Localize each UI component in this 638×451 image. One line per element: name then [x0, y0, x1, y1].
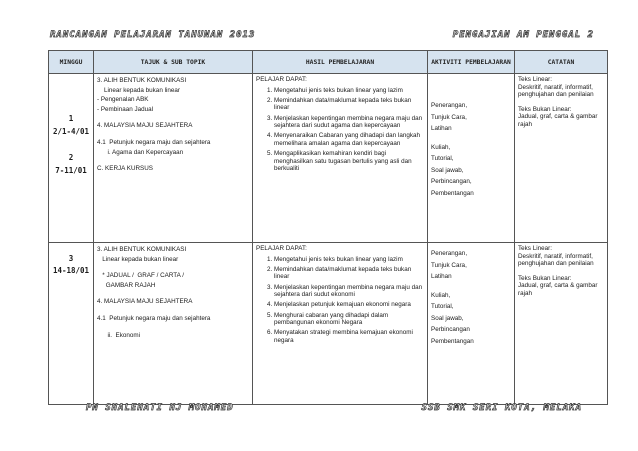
col-aktiviti: AKTIVITI PEMBELAJARAN	[428, 51, 515, 74]
hasil-item: 3. Menjelaskan kepentingan membina negara maju dan sejahtera dari sudut agama dan kepercayaan	[274, 115, 424, 130]
tajuk-line: GAMBAR RAJAH	[97, 281, 156, 289]
hasil-item: 4. Menjelaskan petunjuk kemajuan ekonomi negara	[274, 301, 424, 309]
aktiviti-line: Perbincangan	[431, 326, 470, 333]
minggu-line: 7-11/01	[55, 166, 87, 175]
catatan-line: Jadual, graf, carta & gambar rajah	[518, 113, 598, 128]
tajuk-line	[97, 324, 249, 331]
aktiviti-line: Latihan	[431, 125, 452, 132]
aktiviti-line: Tutorial,	[431, 155, 454, 162]
hasil-item: 5. Menghurai cabaran yang dihadapi dalam pembangunan ekonomi Negara	[274, 312, 424, 327]
minggu-line: 2	[68, 153, 74, 162]
minggu-cell	[49, 74, 94, 243]
aktiviti-line: Tunjuk Cara,	[431, 261, 467, 269]
table-header-row	[49, 51, 608, 74]
hasil-item: 4. Menyenaraikan Cabaran yang dihadapi dan langkah memelihara amalan agama dan kepercayaan	[274, 132, 424, 147]
footer-teacher: PN SHALEHATI HJ MOHAMED	[86, 403, 234, 413]
hasil-item: 2. Memindahkan data/maklumat kepada teks bukan linear	[274, 97, 424, 112]
tajuk-line: 3. ALIH BENTUK KOMUNIKASI	[97, 246, 187, 253]
tajuk-line: Linear kepada bukan linear	[97, 86, 180, 94]
header-title: RANCANGAN PELAJARAN TAHUNAN 2013	[50, 30, 256, 40]
tajuk-line: - Pembinaan Jadual	[97, 105, 154, 113]
tajuk-line: C. KERJA KURSUS	[97, 165, 153, 173]
aktiviti-line: Tutorial,	[431, 303, 454, 310]
aktiviti-line	[431, 283, 511, 290]
hasil-cell	[253, 74, 428, 243]
tajuk-line: ii. Ekonomi	[97, 331, 141, 339]
col-catatan: CATATAN	[515, 51, 608, 74]
tajuk-line: i. Agama dan Kepercayaan	[97, 148, 184, 156]
minggu-cell	[49, 243, 94, 405]
tajuk-line: 3. ALIH BENTUK KOMUNIKASI	[97, 77, 187, 84]
tajuk-line	[97, 114, 249, 121]
catatan-line: Teks Linear:	[518, 76, 552, 83]
tajuk-line: * JADUAL / GRAF / CARTA /	[97, 272, 185, 280]
tajuk-line: - Pengenalan ABK	[97, 96, 149, 104]
catatan-cell	[515, 243, 608, 405]
aktiviti-line: Pembentangan	[431, 189, 474, 197]
hasil-intro: PELAJAR DAPAT:	[256, 245, 307, 252]
aktiviti-line: Kuliah,	[431, 143, 451, 151]
aktiviti-line	[431, 79, 511, 86]
minggu-line	[49, 138, 93, 151]
tajuk-cell	[94, 74, 253, 243]
hasil-item: 1. Mengetahui jenis teks bukan linear yang lazim	[274, 256, 424, 264]
tajuk-cell	[94, 243, 253, 405]
tajuk-line	[97, 157, 249, 164]
catatan-line	[518, 268, 604, 275]
catatan-line: Teks Linear:	[518, 245, 552, 252]
aktiviti-line	[431, 86, 511, 93]
hasil-item: 5. Mengaplikasikan kemahiran kendiri bagi menghasilkan satu tugasan bertulis yang asli dan berkualiti	[274, 150, 424, 173]
col-tajuk: TAJUK & SUB TOPIK	[94, 51, 253, 74]
tajuk-line: 4.1 Petunjuk negara maju dan sejahtera	[97, 314, 211, 322]
table-row	[49, 243, 608, 405]
tajuk-line	[97, 307, 249, 314]
hasil-cell	[253, 243, 428, 405]
hasil-item: 2. Memindahkan data/maklumat kepada teks bukan linear	[274, 266, 424, 281]
tajuk-line	[97, 290, 249, 297]
aktiviti-line: Soal jawab,	[431, 314, 464, 322]
tajuk-line	[97, 264, 249, 271]
catatan-line	[518, 99, 604, 106]
hasil-item: 1. Mengetahui jenis teks bukan linear yang lazim	[274, 87, 424, 95]
tajuk-line: 4.1 Petunjuk negara maju dan sejahtera	[97, 138, 211, 146]
aktiviti-line: Pembentangan	[431, 337, 474, 345]
table-row	[49, 74, 608, 243]
tajuk-line	[97, 131, 249, 138]
col-minggu: MINGGU	[49, 51, 94, 74]
aktiviti-line: Penerangan,	[431, 250, 468, 257]
aktiviti-line: Penerangan,	[431, 102, 468, 109]
catatan-cell	[515, 74, 608, 243]
catatan-line: Deskritif, naratif, informatif, penghujahan dan penilaian	[518, 252, 594, 268]
aktiviti-line: Tunjuk Cara,	[431, 113, 467, 121]
col-hasil: HASIL PEMBELAJARAN	[253, 51, 428, 74]
minggu-line: 2/1-4/01	[52, 127, 90, 136]
tajuk-line: Linear kepada bukan linear	[97, 255, 179, 263]
catatan-line: Teks Bukan Linear:	[518, 274, 572, 282]
lesson-plan-table	[48, 50, 608, 405]
minggu-line: 3	[68, 254, 74, 263]
hasil-intro: PELAJAR DAPAT:	[256, 76, 307, 83]
minggu-line: 1	[68, 114, 74, 123]
aktiviti-cell	[428, 74, 515, 243]
hasil-item: 3. Menjelaskan kepentingan membina negara maju dan sejahtera dari sudut ekonomi	[274, 284, 424, 299]
header-subject: PENGAJIAN AM PENGGAL 2	[452, 30, 594, 40]
hasil-item: 6. Menyatakan strategi membina kemajuan ekonomi negara	[274, 329, 424, 344]
catatan-line: Teks Bukan Linear:	[518, 105, 572, 113]
aktiviti-line: Soal jawab,	[431, 166, 464, 174]
footer-school: SSB SMK SERI KOTA, MELAKA	[421, 403, 582, 413]
aktiviti-line: Perbincangan,	[431, 178, 472, 185]
catatan-line: Jadual, graf, carta & gambar rajah	[518, 282, 598, 297]
catatan-line: Deskritif, naratif, informatif, penghujahan dan penilaian	[518, 83, 594, 99]
aktiviti-cell	[428, 243, 515, 405]
aktiviti-line: Latihan	[431, 273, 452, 280]
aktiviti-line	[431, 93, 511, 100]
minggu-line: 14-18/01	[52, 266, 90, 275]
aktiviti-line: Kuliah,	[431, 291, 451, 299]
tajuk-line: 4. MALAYSIA MAJU SEJAHTERA	[97, 122, 193, 130]
tajuk-line: 4. MALAYSIA MAJU SEJAHTERA	[97, 298, 193, 306]
aktiviti-line	[431, 135, 511, 142]
